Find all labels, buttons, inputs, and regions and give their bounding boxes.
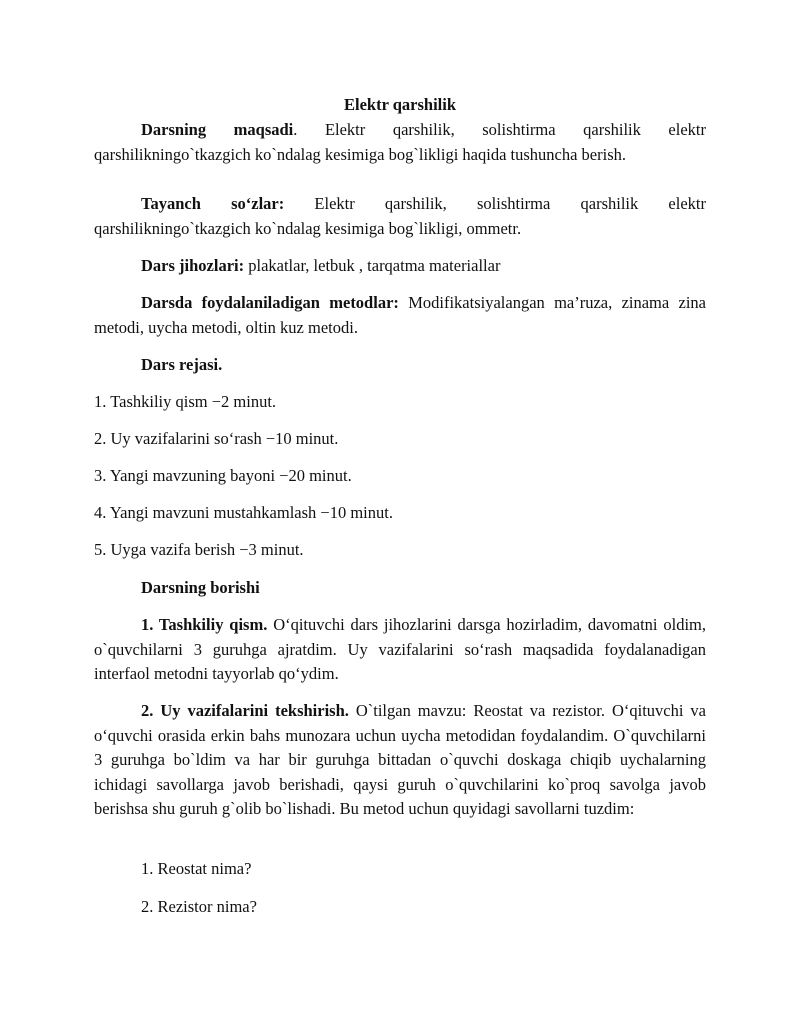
equipment-paragraph xyxy=(94,254,706,279)
keywords-text: Elektr qarshilik, solishtirma qarshilik elektr qarshilikningo`tkazgich ko`ndalag kesimiga bog`likligi, ommetr. xyxy=(94,194,706,238)
plan-item: 2. Uy vazifalarini so‘rash −10 minut. xyxy=(94,429,339,448)
document-title: Elektr qarshilik xyxy=(343,95,456,114)
methods-label: Darsda foydalaniladigan metodlar: xyxy=(141,293,399,312)
methods-text: Modifikatsiyalangan ma’ruza, zinama zina metodi, uycha metodi, oltin kuz metodi. xyxy=(94,293,706,337)
section-organizational-label: 1. Tashkiliy qism. xyxy=(141,615,268,634)
plan-item: 5. Uyga vazifa berish −3 minut. xyxy=(94,540,304,559)
equipment-text: plakatlar, letbuk , tarqatma materiallar xyxy=(244,256,501,275)
section-organizational-paragraph xyxy=(94,613,706,687)
plan-item: 4. Yangi mavzuni mustahkamlash −10 minut. xyxy=(94,503,393,522)
lesson-goal-label: Darsning maqsadi xyxy=(141,120,294,139)
plan-item: 1. Tashkiliy qism −2 minut. xyxy=(94,392,277,411)
plan-item: 3. Yangi mavzuning bayoni −20 minut. xyxy=(94,466,352,485)
section-homework-label: 2. Uy vazifalarini tekshirish. xyxy=(141,701,349,720)
progress-heading: Darsning borishi xyxy=(141,578,260,597)
section-homework-paragraph xyxy=(94,699,706,822)
plan-heading: Dars rejasi. xyxy=(141,355,223,374)
keywords-paragraph xyxy=(94,192,706,241)
section-organizational-text: O‘qituvchi dars jihozlarini darsga hozirladim, davomatni oldim, o`quvchilarni 3 guruhga ajratdim. Uy vazifalarini so‘rash maqsadida foydalanadigan interfaol metodni tayyorlab qo‘ydim. xyxy=(94,615,706,683)
methods-paragraph xyxy=(94,291,706,340)
section-homework-text: O`tilgan mavzu: Reostat va rezistor. O‘qituvchi va o‘quvchi orasida erkin bahs munozara uchun uycha metodidan foydalandim. O`quvchilarni 3 guruhga bo`ldim va har bir guruhga bittadan o`quvchi doskaga chiqib uychalarning ichidagi savollarga javob berishadi, qaysi guruh o`quvchilarini ko`proq savolga javob berishsa shu guruh g`olib bo`lishadi. Bu metod uchun quyidagi savollarni tuzdim: xyxy=(94,701,706,818)
lesson-goal-text: . Elektr qarshilik, solishtirma qarshilik elektr qarshilikningo`tkazgich ko`ndalag kesimiga bog`likligi haqida tushuncha berish. xyxy=(94,120,706,164)
question-item: 1. Reostat nima? xyxy=(141,859,252,878)
equipment-label: Dars jihozlari: xyxy=(141,256,245,275)
keywords-label: Tayanch so‘zlar: xyxy=(141,194,285,213)
question-item: 2. Rezistor nima? xyxy=(141,897,257,916)
lesson-goal-paragraph xyxy=(94,118,706,167)
